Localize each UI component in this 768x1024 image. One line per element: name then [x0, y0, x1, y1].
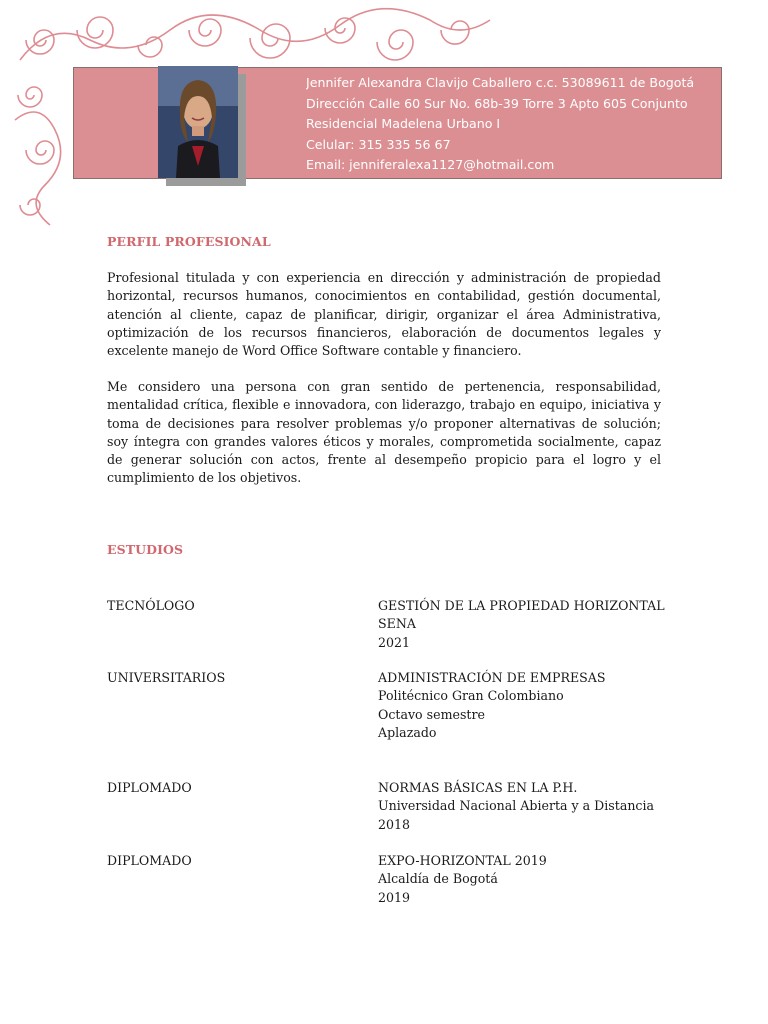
estudio-detail: 2019 — [378, 889, 411, 905]
contact-info — [306, 73, 718, 176]
estudio-level: TECNÓLOGO — [107, 598, 195, 613]
contact-address: Dirección Calle 60 Sur No. 68b-39 Torre 3 Apto 605 Conjunto — [306, 95, 688, 111]
estudio-detail: Politécnico Gran Colombiano — [378, 688, 564, 704]
estudio-details — [378, 669, 606, 742]
estudio-detail: 2021 — [378, 634, 411, 650]
estudio-level: UNIVERSITARIOS — [107, 670, 226, 685]
estudios-title: ESTUDIOS — [107, 542, 184, 557]
estudio-level: DIPLOMADO — [107, 853, 192, 868]
contact-email: Email: jenniferalexa1127@hotmail.com — [306, 157, 555, 172]
estudio-detail: 2018 — [378, 816, 411, 832]
contact-name-id: Jennifer Alexandra Clavijo Caballero c.c. 53089611 de Bogotá — [306, 75, 695, 90]
profile-photo — [158, 66, 238, 178]
estudio-detail: GESTIÓN DE LA PROPIEDAD HORIZONTAL — [378, 598, 665, 613]
estudio-detail: EXPO-HORIZONTAL 2019 — [378, 853, 547, 868]
estudio-detail: SENA — [378, 616, 416, 632]
estudio-detail: Aplazado — [378, 724, 437, 740]
perfil-paragraph-1: Profesional titulada y con experiencia en dirección y administración de propiedad horizontal, recursos humanos, conocimientos en contabilidad, gestión documental, atención al cliente, capaz de planificar, dirigir, organizar el área Administrativa, optimización de los recursos financieros, elaboración de documentos legales y excelente manejo de Word Office Software contable y financiero. — [107, 270, 661, 359]
estudio-detail: NORMAS BÁSICAS EN LA P.H. — [378, 780, 578, 795]
estudio-details — [378, 852, 547, 907]
estudio-detail: ADMINISTRACIÓN DE EMPRESAS — [378, 670, 606, 685]
perfil-title: PERFIL PROFESIONAL — [107, 234, 271, 249]
contact-address-cont: Residencial Madelena Urbano I — [306, 116, 501, 131]
estudio-detail: Universidad Nacional Abierta y a Distancia — [378, 798, 655, 814]
perfil-paragraph-2: Me considero una persona con gran sentido de pertenencia, responsabilidad, mentalidad crítica, flexible e innovadora, con liderazgo, trabajo en equipo, iniciativa y toma de decisiones para resolver problemas y/o proponer alternativas de solución; soy íntegra con grandes valores éticos y morales, comprometida socialmente, capaz de generar solución con actos, frente al desempeño propicio para el logro y el cumplimiento de los objetivos. — [107, 379, 661, 486]
estudio-details — [378, 779, 654, 834]
estudio-detail: Alcaldía de Bogotá — [378, 871, 498, 887]
estudio-detail: Octavo semestre — [378, 706, 485, 722]
estudio-level: DIPLOMADO — [107, 780, 192, 795]
contact-phone: Celular: 315 335 56 67 — [306, 136, 451, 152]
estudio-details — [378, 597, 665, 652]
